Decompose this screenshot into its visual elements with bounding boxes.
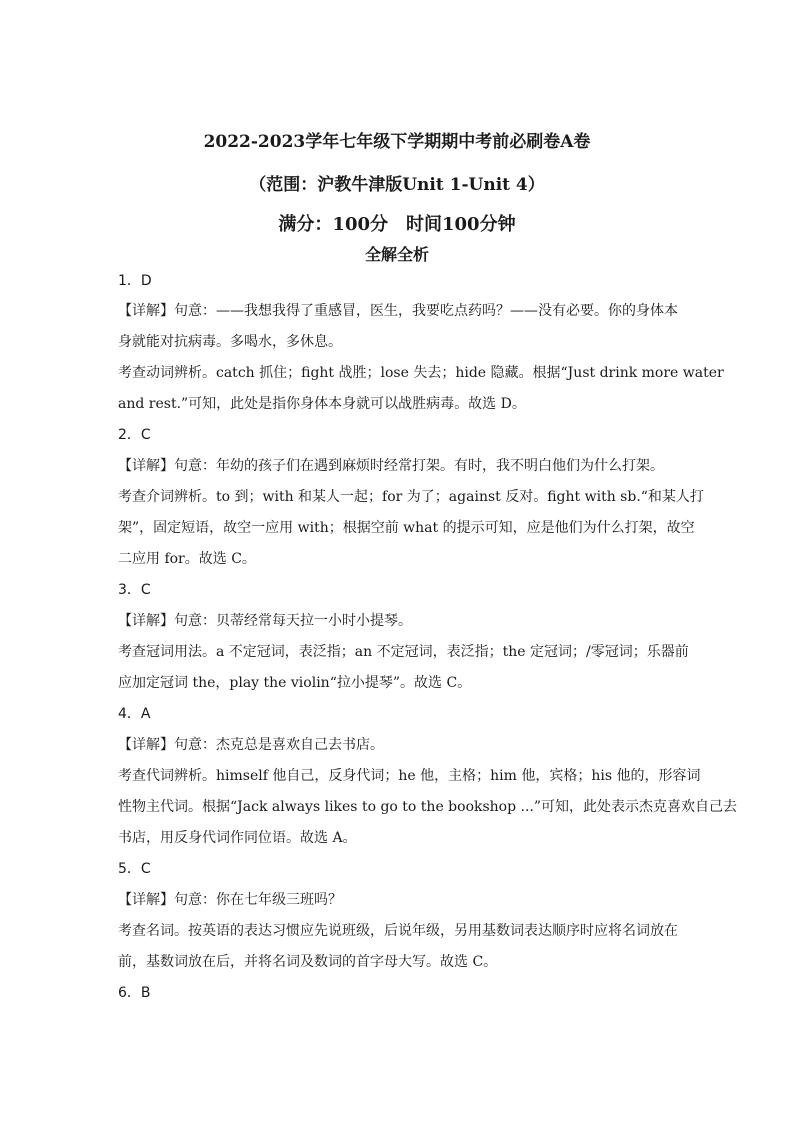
- section-title: 全解全析: [364, 245, 429, 264]
- score-and-time: 满分：100分 时间100分钟: [278, 214, 516, 235]
- answer-number: 4．A: [118, 706, 151, 722]
- exam-scope: （范围：沪教牛津版Unit 1-Unit 4）: [249, 175, 545, 195]
- explanation-line: 考查动词辨析。catch 抓住；fight 战胜；lose 失去；hide 隐藏。根据“Just drink more water: [118, 365, 724, 381]
- explanation-line: 二应用 for。故选 C。: [118, 551, 256, 567]
- explanation-line: 考查介词辨析。to 到；with 和某人一起；for 为了；against 反对。fight with sb.“和某人打: [118, 489, 704, 505]
- exam-title: 2022-2023学年七年级下学期期中考前必刷卷A卷: [203, 132, 591, 152]
- explanation-line: 前，基数词放在后，并将名词及数词的首字母大写。故选 C。: [118, 954, 498, 970]
- answer-number: 6．B: [118, 985, 151, 1001]
- explanation-line: 书店，用反身代词作同位语。故选 A。: [118, 830, 357, 846]
- answer-number: 5．C: [118, 861, 151, 877]
- explanation-line: 【详解】句意：贝蒂经常每天拉一小时小提琴。: [118, 613, 412, 629]
- explanation-line: 【详解】句意：年幼的孩子们在遇到麻烦时经常打架。有时，我不明白他们为什么打架。: [118, 458, 664, 474]
- explanation-line: 应加定冠词 the，play the violin“拉小提琴”。故选 C。: [118, 675, 472, 691]
- explanation-line: 考查名词。按英语的表达习惯应先说班级，后说年级，另用基数词表达顺序时应将名词放在: [118, 923, 678, 939]
- answer-number: 3．C: [118, 582, 151, 598]
- explanation-line: 架”，固定短语，故空一应用 with；根据空前 what 的提示可知，应是他们为什么打架，故空: [118, 520, 695, 536]
- explanation-line: 【详解】句意：你在七年级三班吗？: [118, 892, 342, 908]
- answer-number: 1．D: [118, 273, 152, 289]
- explanation-line: and rest.”可知，此处是指你身体本身就可以战胜病毒。故选 D。: [118, 396, 526, 412]
- explanation-line: 考查代词辨析。himself 他自己，反身代词；he 他，主格；him 他，宾格；his 他的，形容词: [118, 768, 701, 784]
- explanation-line: 【详解】句意：——我想我得了重感冒，医生，我要吃点药吗？——没有必要。你的身体本: [118, 303, 678, 319]
- answer-number: 2．C: [118, 427, 151, 443]
- explanation-line: 性物主代词。根据“Jack always likes to go to the bookshop ...”可知，此处表示杰克喜欢自己去: [118, 799, 738, 815]
- explanation-line: 身就能对抗病毒。多喝水，多休息。: [118, 334, 342, 350]
- explanation-line: 考查冠词用法。a 不定冠词，表泛指；an 不定冠词，表泛指；the 定冠词；/零冠词；乐器前: [118, 644, 689, 660]
- explanation-line: 【详解】句意：杰克总是喜欢自己去书店。: [118, 737, 384, 753]
